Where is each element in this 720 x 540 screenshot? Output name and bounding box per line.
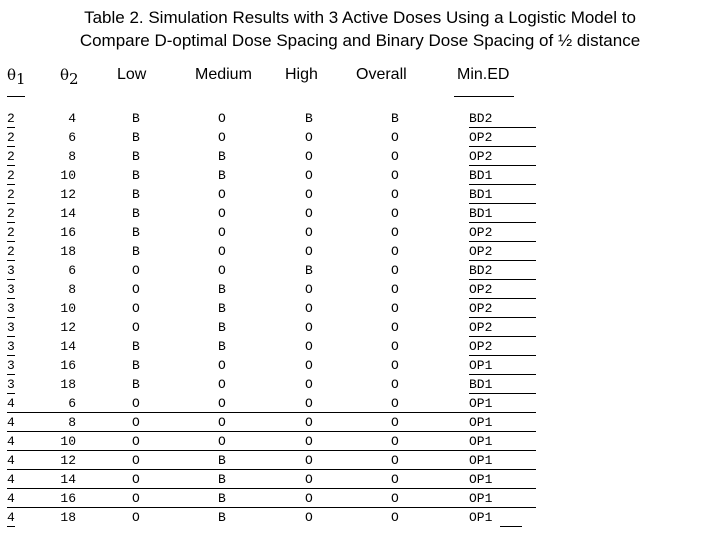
cell-mined: OP2 xyxy=(469,320,493,335)
cell-theta1: 3 xyxy=(7,301,15,316)
cell-medium: B xyxy=(218,453,226,468)
cell-low: B xyxy=(132,339,140,354)
cell-theta2: 18 xyxy=(60,377,76,392)
cell-theta1: 2 xyxy=(7,225,15,240)
header-low: Low xyxy=(117,66,147,83)
cell-medium: B xyxy=(218,149,226,164)
header-theta2 xyxy=(60,66,79,88)
table-row xyxy=(0,356,720,375)
table-row xyxy=(0,280,720,299)
cell-overall: B xyxy=(391,111,399,126)
cell-medium: B xyxy=(218,320,226,335)
cell-overall: O xyxy=(391,282,399,297)
table-row xyxy=(0,204,720,223)
cell-medium: O xyxy=(218,206,226,221)
cell-high: O xyxy=(305,396,313,411)
cell-mined: OP2 xyxy=(469,149,493,164)
cell-high: O xyxy=(305,358,313,373)
cell-high: O xyxy=(305,206,313,221)
cell-medium: O xyxy=(218,187,226,202)
cell-medium: O xyxy=(218,244,226,259)
table-row xyxy=(0,337,720,356)
cell-theta1: 3 xyxy=(7,282,15,297)
table-row xyxy=(0,432,720,451)
cell-theta2: 18 xyxy=(60,244,76,259)
cell-theta2: 10 xyxy=(60,434,76,449)
cell-theta2: 14 xyxy=(60,206,76,221)
cell-low: O xyxy=(132,263,140,278)
table-row xyxy=(0,109,720,128)
cell-medium: O xyxy=(218,434,226,449)
cell-theta2: 16 xyxy=(60,225,76,240)
cell-mined: OP1 xyxy=(469,396,493,411)
cell-mined: BD2 xyxy=(469,263,493,278)
cell-theta1: 4 xyxy=(7,396,15,411)
cell-overall: O xyxy=(391,130,399,145)
cell-low: B xyxy=(132,244,140,259)
cell-theta2: 16 xyxy=(60,358,76,373)
header-underline-theta1 xyxy=(7,96,25,97)
cell-high: O xyxy=(305,187,313,202)
cell-mined: OP1 xyxy=(469,472,493,487)
cell-theta2: 12 xyxy=(60,320,76,335)
cell-theta1: 4 xyxy=(7,510,15,525)
cell-high: O xyxy=(305,339,313,354)
cell-mined: OP2 xyxy=(469,225,493,240)
theta1-symbol: θ xyxy=(7,66,17,84)
cell-low: O xyxy=(132,301,140,316)
cell-medium: O xyxy=(218,396,226,411)
cell-theta2: 18 xyxy=(60,510,76,525)
cell-medium: O xyxy=(218,358,226,373)
header-medium: Medium xyxy=(195,66,252,83)
header-theta1 xyxy=(7,66,26,88)
cell-mined: OP1 xyxy=(469,510,493,525)
cell-theta2: 8 xyxy=(68,282,76,297)
cell-medium: B xyxy=(218,510,226,525)
cell-theta1: 2 xyxy=(7,187,15,202)
cell-high: O xyxy=(305,225,313,240)
table-row xyxy=(0,470,720,489)
cell-theta2: 12 xyxy=(60,187,76,202)
cell-theta1: 3 xyxy=(7,358,15,373)
row-underline xyxy=(7,526,15,527)
cell-low: O xyxy=(132,510,140,525)
cell-overall: O xyxy=(391,149,399,164)
cell-overall: O xyxy=(391,206,399,221)
header-high: High xyxy=(285,66,318,83)
cell-mined: OP2 xyxy=(469,130,493,145)
cell-low: B xyxy=(132,111,140,126)
cell-theta1: 2 xyxy=(7,130,15,145)
cell-theta1: 4 xyxy=(7,472,15,487)
cell-low: O xyxy=(132,396,140,411)
cell-theta2: 6 xyxy=(68,396,76,411)
cell-high: O xyxy=(305,434,313,449)
cell-theta1: 3 xyxy=(7,377,15,392)
cell-low: B xyxy=(132,206,140,221)
cell-mined: OP2 xyxy=(469,339,493,354)
table-row xyxy=(0,489,720,508)
table-row xyxy=(0,508,720,527)
cell-high: O xyxy=(305,453,313,468)
cell-theta2: 10 xyxy=(60,301,76,316)
cell-theta1: 2 xyxy=(7,168,15,183)
cell-theta1: 4 xyxy=(7,491,15,506)
cell-high: O xyxy=(305,491,313,506)
cell-mined: OP1 xyxy=(469,434,493,449)
cell-overall: O xyxy=(391,225,399,240)
cell-mined: OP1 xyxy=(469,415,493,430)
cell-overall: O xyxy=(391,244,399,259)
cell-theta2: 8 xyxy=(68,149,76,164)
cell-low: O xyxy=(132,282,140,297)
cell-medium: O xyxy=(218,415,226,430)
cell-medium: O xyxy=(218,263,226,278)
cell-mined: OP1 xyxy=(469,453,493,468)
table-title xyxy=(0,6,720,52)
table-row xyxy=(0,147,720,166)
cell-theta2: 6 xyxy=(68,263,76,278)
table-row xyxy=(0,413,720,432)
table-row xyxy=(0,394,720,413)
cell-medium: B xyxy=(218,491,226,506)
cell-high: O xyxy=(305,377,313,392)
cell-overall: O xyxy=(391,301,399,316)
cell-theta1: 3 xyxy=(7,320,15,335)
header-overall: Overall xyxy=(356,66,407,83)
cell-mined: OP1 xyxy=(469,491,493,506)
cell-theta2: 10 xyxy=(60,168,76,183)
cell-medium: B xyxy=(218,339,226,354)
cell-low: O xyxy=(132,472,140,487)
table-row xyxy=(0,166,720,185)
cell-overall: O xyxy=(391,339,399,354)
cell-overall: O xyxy=(391,263,399,278)
cell-theta2: 8 xyxy=(68,415,76,430)
cell-theta1: 2 xyxy=(7,149,15,164)
cell-high: O xyxy=(305,130,313,145)
cell-medium: O xyxy=(218,111,226,126)
cell-overall: O xyxy=(391,377,399,392)
theta2-symbol: θ xyxy=(60,66,70,84)
cell-high: O xyxy=(305,301,313,316)
cell-low: B xyxy=(132,377,140,392)
cell-high: B xyxy=(305,111,313,126)
cell-theta1: 4 xyxy=(7,415,15,430)
cell-low: O xyxy=(132,434,140,449)
cell-low: B xyxy=(132,149,140,164)
table-row xyxy=(0,299,720,318)
cell-overall: O xyxy=(391,415,399,430)
table-row xyxy=(0,128,720,147)
cell-low: O xyxy=(132,453,140,468)
cell-mined: BD1 xyxy=(469,206,493,221)
cell-medium: B xyxy=(218,301,226,316)
cell-low: O xyxy=(132,320,140,335)
cell-theta1: 2 xyxy=(7,244,15,259)
cell-low: B xyxy=(132,358,140,373)
cell-mined: OP1 xyxy=(469,358,493,373)
theta2-subscript: 2 xyxy=(69,70,79,89)
cell-theta2: 14 xyxy=(60,472,76,487)
cell-high: O xyxy=(305,168,313,183)
cell-medium: B xyxy=(218,472,226,487)
cell-mined: BD1 xyxy=(469,377,493,392)
cell-theta1: 3 xyxy=(7,263,15,278)
cell-overall: O xyxy=(391,320,399,335)
cell-medium: B xyxy=(218,168,226,183)
cell-overall: O xyxy=(391,510,399,525)
cell-medium: O xyxy=(218,130,226,145)
cell-theta2: 4 xyxy=(68,111,76,126)
cell-theta1: 3 xyxy=(7,339,15,354)
table-row xyxy=(0,223,720,242)
cell-low: B xyxy=(132,187,140,202)
cell-theta2: 16 xyxy=(60,491,76,506)
cell-mined: BD2 xyxy=(469,111,493,126)
theta1-subscript: 1 xyxy=(16,70,26,89)
cell-theta1: 4 xyxy=(7,434,15,449)
cell-mined: BD1 xyxy=(469,187,493,202)
row-underline-tail xyxy=(500,526,522,527)
cell-high: O xyxy=(305,510,313,525)
title-line-2: Compare D-optimal Dose Spacing and Binary Dose Spacing of ½ distance xyxy=(79,31,641,50)
cell-medium: B xyxy=(218,282,226,297)
cell-overall: O xyxy=(391,434,399,449)
cell-overall: O xyxy=(391,168,399,183)
cell-theta1: 2 xyxy=(7,206,15,221)
table-row xyxy=(0,185,720,204)
cell-overall: O xyxy=(391,491,399,506)
cell-medium: O xyxy=(218,377,226,392)
cell-low: B xyxy=(132,225,140,240)
cell-mined: OP2 xyxy=(469,301,493,316)
cell-high: O xyxy=(305,472,313,487)
cell-high: O xyxy=(305,415,313,430)
cell-theta1: 4 xyxy=(7,453,15,468)
cell-low: B xyxy=(132,168,140,183)
cell-overall: O xyxy=(391,358,399,373)
cell-high: O xyxy=(305,320,313,335)
cell-overall: O xyxy=(391,187,399,202)
cell-mined: OP2 xyxy=(469,244,493,259)
cell-high: O xyxy=(305,149,313,164)
cell-theta1: 2 xyxy=(7,111,15,126)
cell-high: O xyxy=(305,282,313,297)
table-row xyxy=(0,318,720,337)
cell-mined: OP2 xyxy=(469,282,493,297)
cell-overall: O xyxy=(391,396,399,411)
cell-medium: O xyxy=(218,225,226,240)
cell-theta2: 12 xyxy=(60,453,76,468)
cell-low: O xyxy=(132,415,140,430)
table-row xyxy=(0,375,720,394)
header-mined: Min.ED xyxy=(457,66,510,83)
cell-theta2: 14 xyxy=(60,339,76,354)
cell-high: O xyxy=(305,244,313,259)
cell-overall: O xyxy=(391,472,399,487)
table-row xyxy=(0,451,720,470)
cell-mined: BD1 xyxy=(469,168,493,183)
header-underline-mined xyxy=(454,96,514,97)
cell-overall: O xyxy=(391,453,399,468)
cell-theta2: 6 xyxy=(68,130,76,145)
table-row xyxy=(0,242,720,261)
cell-low: B xyxy=(132,130,140,145)
cell-high: B xyxy=(305,263,313,278)
cell-low: O xyxy=(132,491,140,506)
title-line-1: Table 2. Simulation Results with 3 Active Doses Using a Logistic Model to xyxy=(84,8,636,27)
table-row xyxy=(0,261,720,280)
